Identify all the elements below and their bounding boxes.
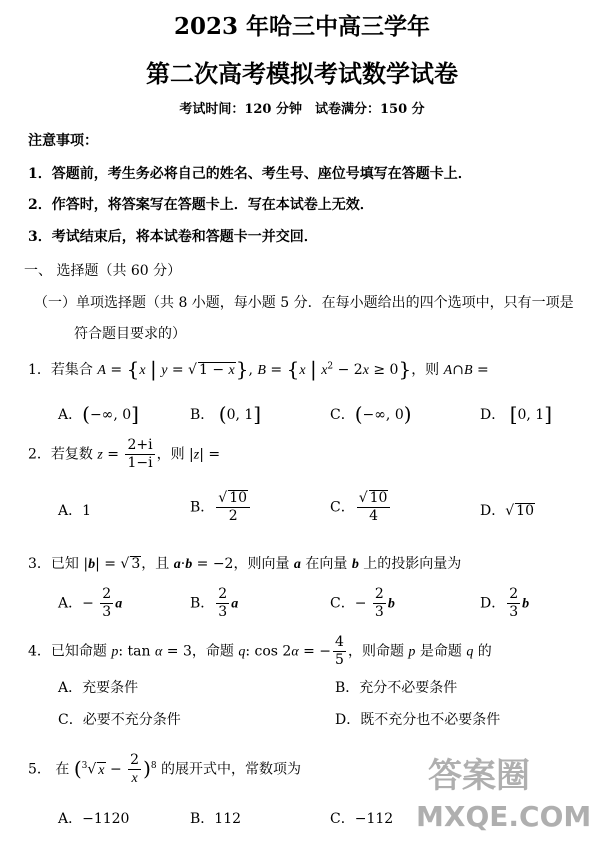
notes-heading: 注意事项：: [28, 133, 98, 149]
question-3: 3．已知 |b| = √ 3，且 a·b = −2，则向量 a 在向量 b 上的投影向量为: [28, 556, 462, 572]
option-a: A．(−∞, 0]: [58, 402, 139, 426]
section-instructions: （一）单项选择题（共 8 小题，每小题 5 分．在每小题给出的四个选项中，只有一项是: [34, 295, 574, 311]
watermark-chinese: 答案圈: [428, 756, 530, 796]
option-c: C． $\frac{√ 10}{4}$: [330, 490, 392, 525]
option-a: A．充要条件: [58, 680, 139, 696]
option-b: B． $\frac{2}{3}$ a: [190, 586, 239, 620]
question-2: 2．若复数 z = $\frac{2+i}{1-i}$ ，则 |z| =: [28, 437, 221, 471]
option-b: B．112: [190, 811, 242, 827]
note-item: 1．答题前，考生务必将自己的姓名、考生号、座位号填写在答题卡上．: [28, 166, 472, 182]
option-d: D．√ 10: [480, 503, 534, 519]
option-a: A．−1120: [58, 811, 130, 827]
option-c: C．−112: [330, 811, 394, 827]
question-1: 1．若集合 A = {x | y = √ 1 − x}, B = {x | $x^2 - 2x \ge 0$}，则 A∩B =: [28, 357, 489, 381]
watermark-url: MXQE.COM: [416, 800, 592, 833]
watermark: [372, 748, 604, 844]
question-4: 4．已知命题 p: tan α = 3，命题 q: cos 2α = − $\frac{4}{5}$ ，则命题 p 是命题 q 的: [28, 634, 492, 668]
option-c: C．必要不充分条件: [58, 712, 181, 728]
option-a: A．− $\frac{2}{3}$ a: [58, 586, 123, 620]
option-b: B． (0, 1]: [190, 402, 262, 426]
option-d: D． $\frac{2}{3}$ b: [480, 586, 530, 620]
exam-info: 考试时间：120 分钟 试卷满分：150 分: [179, 102, 425, 117]
question-5: 5． 在 ($^3$√ x − $\frac{2}{x}$ )$^8$ 的展开式中，常数项为: [28, 752, 302, 786]
exam-title-line2: 第二次高考模拟考试数学试卷: [146, 59, 458, 88]
option-a: A．1: [58, 503, 92, 519]
option-c: C．− $\frac{2}{3}$ b: [330, 586, 395, 620]
note-item: 2．作答时，将答案写在答题卡上．写在本试卷上无效．: [28, 197, 374, 213]
option-d: D．既不充分也不必要条件: [335, 712, 501, 728]
option-d: D． [0, 1]: [480, 402, 553, 426]
section-title: 一、 选择题（共 60 分）: [24, 263, 182, 279]
note-item: 3．考试结束后，将本试卷和答题卡一并交回．: [28, 229, 318, 245]
section-instructions-cont: 符合题目要求的）: [74, 326, 186, 342]
option-b: B．充分不必要条件: [335, 680, 458, 696]
option-b: B． $\frac{√ 10}{2}$: [190, 490, 252, 525]
question-number: 1．: [28, 362, 51, 378]
exam-title-line1: 2023 年哈三中高三学年: [173, 13, 431, 40]
option-c: C．(−∞, 0): [330, 402, 412, 426]
